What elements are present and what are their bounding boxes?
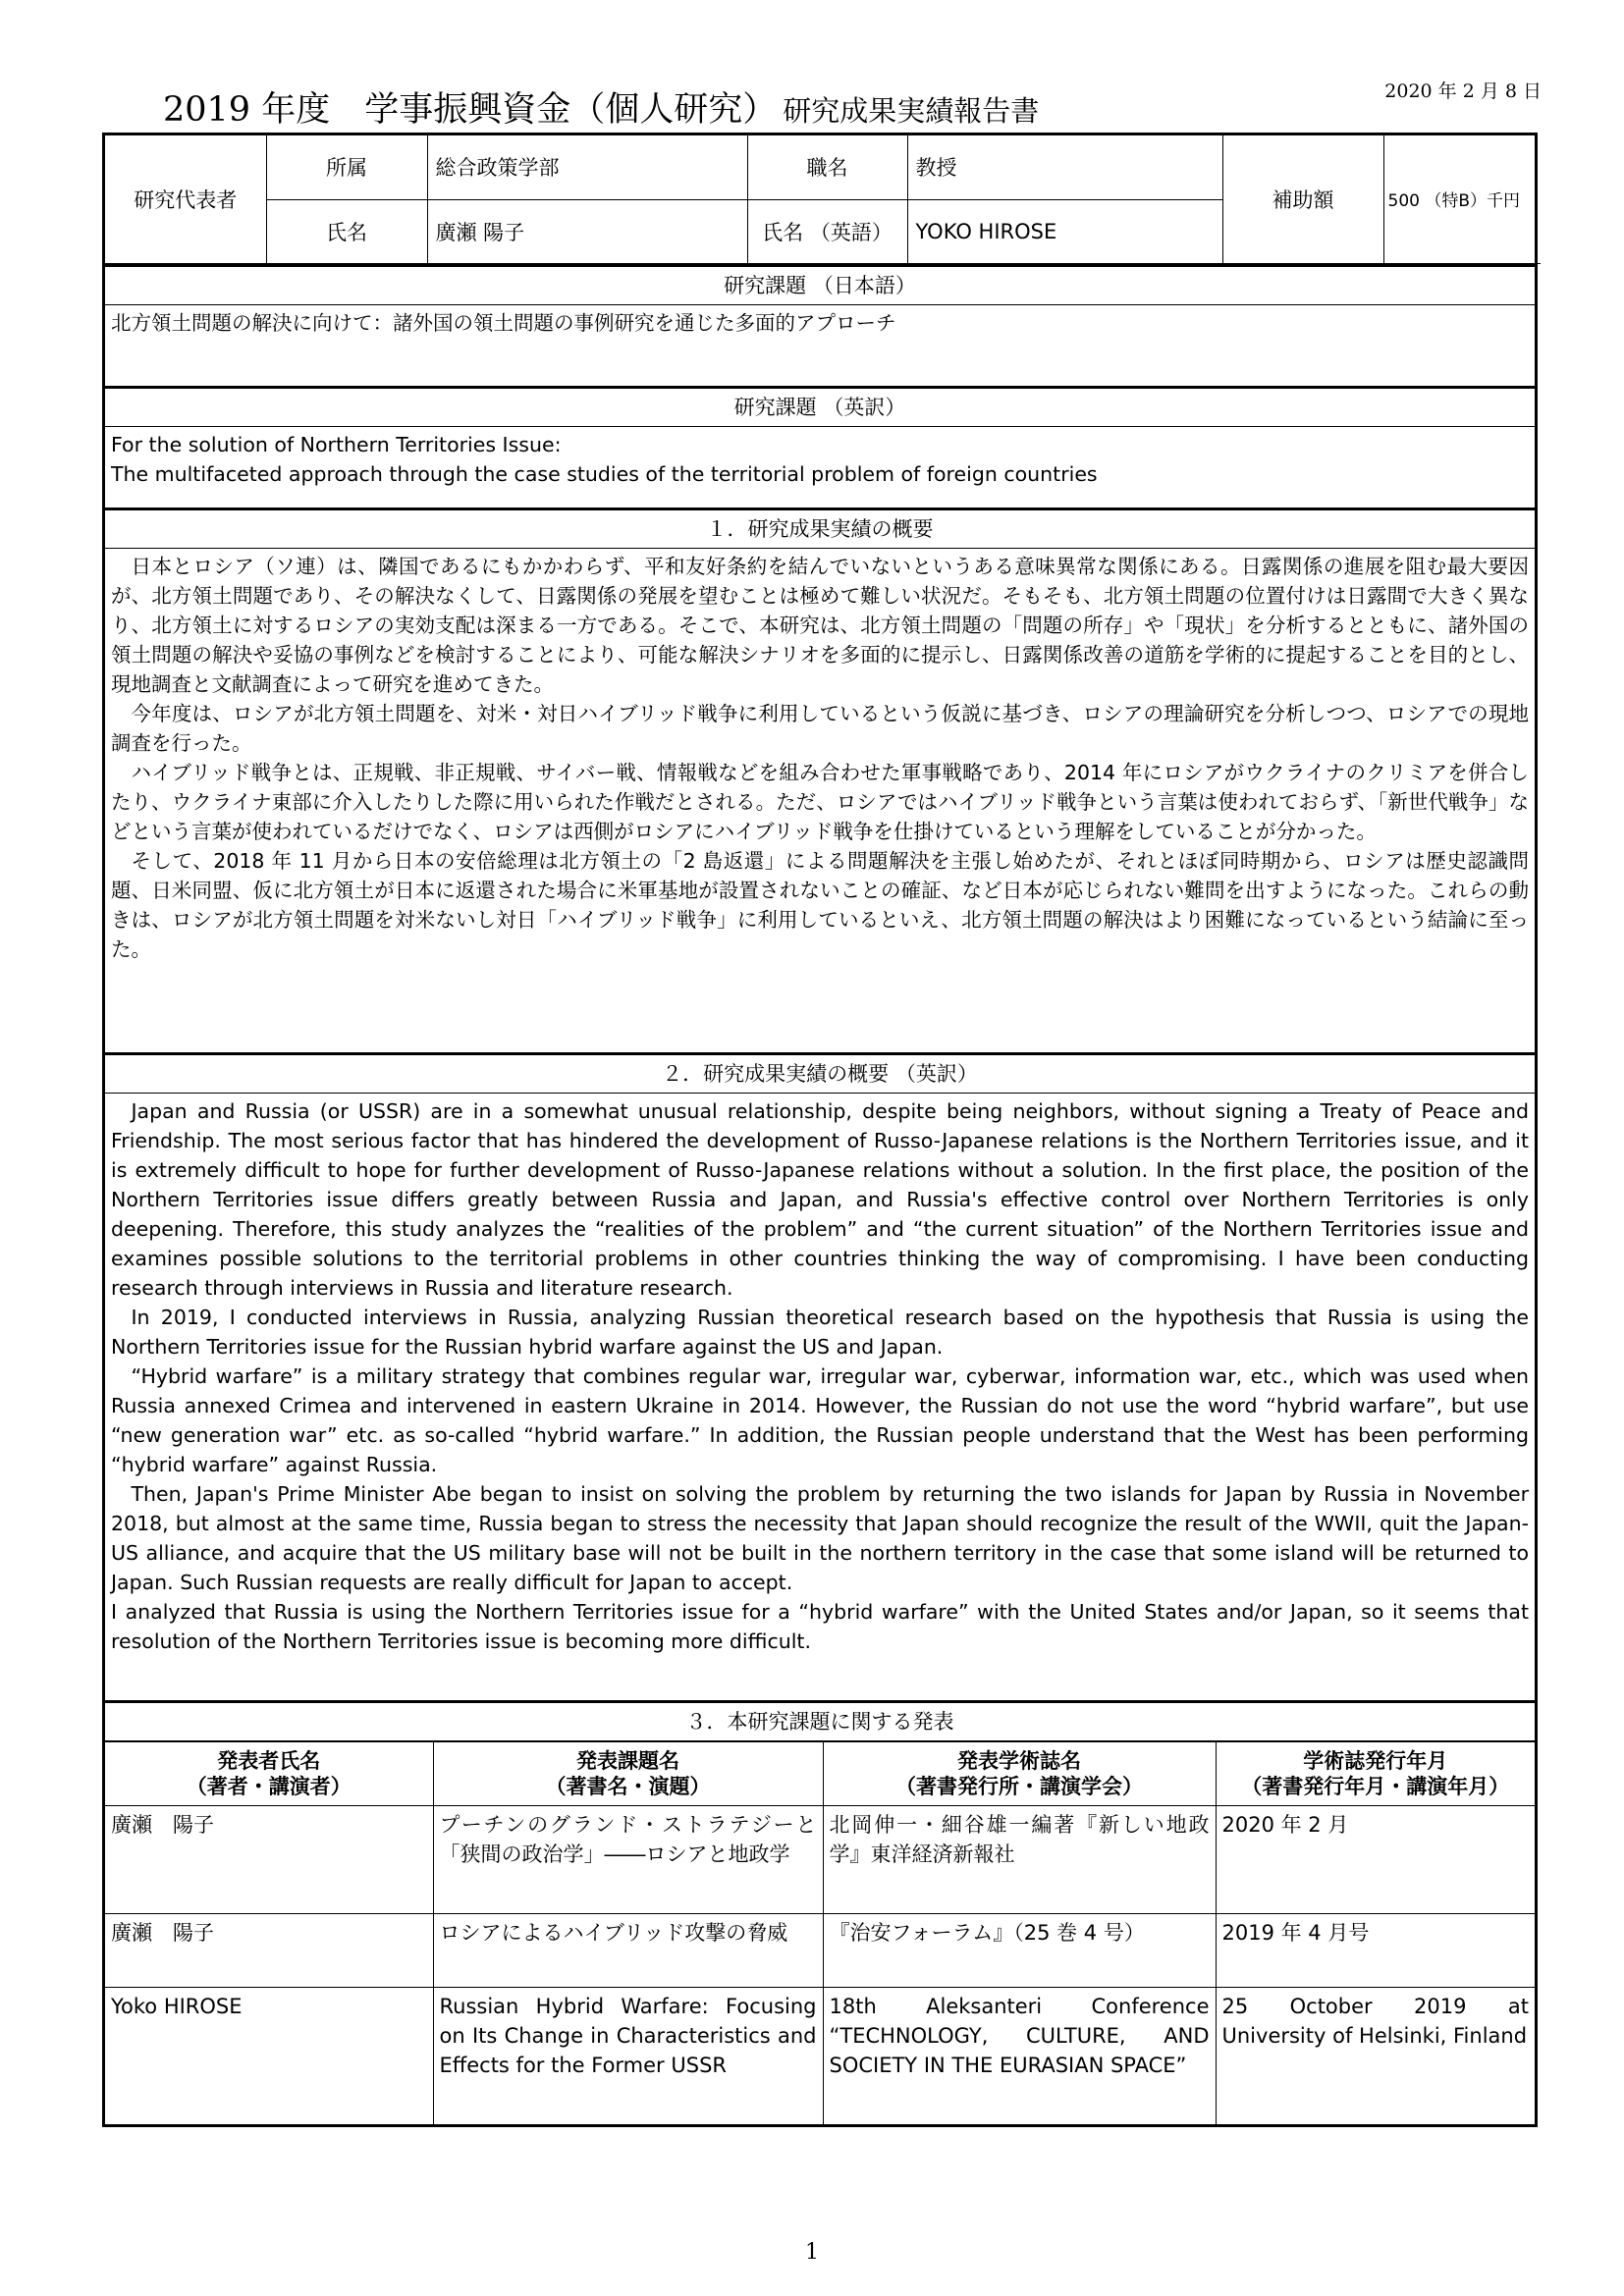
column-header-line: （著者・講演者） [186,1774,352,1798]
name-value: 廣瀬 陽子 [427,199,747,263]
table-row [105,1987,1535,2124]
grant-value: 500 （特B）千円 [1383,135,1541,263]
pub-venue: 18th Aleksanteri Conference “TECHNOLOGY, CULTURE, AND SOCIETY IN THE EURASIAN SPACE” [823,1987,1216,2124]
column-header-line: （著書名・演題） [545,1774,711,1798]
report-subtitle: 研究成果実績報告書 [783,94,1040,128]
pub-title: ロシアによるハイブリッド攻撃の脅威 [433,1913,823,1987]
pub-title: Russian Hybrid Warfare: Focusing on Its Change in Characteristics and Effects for the Former USSR [433,1987,823,2124]
report-title [163,82,1039,132]
pub-author: Yoko HIROSE [105,1987,433,2124]
column-header-author [105,1741,433,1805]
topic-en-heading: 研究課題 （英訳） [105,386,1535,427]
summary-en-paragraph: Then, Japan's Prime Minister Abe began to insist on solving the problem by returning the two islands for Japan by Russia in November 2018, but almost at the same time, Russia began to stress the necessity that Japan should recognize the result of the WWII, quit the Japan-US alliance, and acquire that the US military base will not be built in the northern territory in the case that some island will be returned to Japan. Such Russian requests are really difficult for Japan to accept. [111,1481,1529,1594]
column-header-title [433,1741,823,1805]
column-header-venue [823,1741,1216,1805]
summary-en-paragraph: Japan and Russia (or USSR) are in a somewhat unusual relationship, despite being neighbors, without signing a Treaty of Peace and Friendship. The most serious factor that has hindered the development of Russo-Japanese relations is the Northern Territories issue, and it is extremely difficult to hope for further development of Russo-Japanese relations without a solution. In the first place, the position of the Northern Territories issue differs greatly between Russia and Japan, and Russia's effective control over Northern Territories is only deepening. Therefore, this study analyzes the “realities of the problem” and “the current situation” of the Northern Territories issue and examines possible solutions to the territorial problems in other countries thinking the way of compromising. I have been conducting research through interviews in Russia and literature research. [111,1098,1529,1300]
pub-author: 廣瀬 陽子 [105,1913,433,1987]
name-en-value: YOKO HIROSE [907,199,1222,263]
publications-heading: ３．本研究課題に関する発表 [105,1700,1535,1741]
pub-author: 廣瀬 陽子 [105,1805,433,1913]
table-row [105,1913,1535,1987]
topic-jp-text: 北方領土問題の解決に向けて：諸外国の領土問題の事例研究を通じた多面的アプローチ [111,310,896,335]
topic-en-body [105,427,1535,507]
pub-title: プーチンのグランド・ストラテジーと「狭間の政治学」――ロシアと地政学 [433,1805,823,1913]
summary-en-paragraph: “Hybrid warfare” is a military strategy that combines regular war, irregular war, cyberwar, information war, etc., which was used when Russia annexed Crimea and intervened in eastern Ukraine in 2014. However, the Russian do not use the word “hybrid warfare”, but use “new generation war” etc. as so-called “hybrid warfare.” In addition, the Russian people understand that the West has been performing “hybrid warfare” against Russia. [111,1363,1529,1476]
pub-date: 2020 年 2 月 [1216,1805,1535,1913]
researcher-info-table [105,135,1541,264]
report-form [102,133,1538,2127]
column-header-date [1216,1741,1535,1805]
report-title-main: 2019 年度 学事振興資金（個人研究） [163,90,778,130]
table-row [105,1805,1535,1913]
affiliation-label: 所属 [266,135,427,199]
summary-jp-paragraph: ハイブリッド戦争とは、正規戦、非正規戦、サイバー戦、情報戦などを組み合わせた軍事戦略であり、2014 年にロシアがウクライナのクリミアを併合したり、ウクライナ東部に介入したりした際に用いられた作戦だとされる。ただ、ロシアではハイブリッド戦争という言葉は使われておらず、「新世代戦争」などという言葉が使われているだけでなく、ロシアは西側がロシアにハイブリッド戦争を仕掛けているという理解をしていることが分かった。 [111,760,1529,843]
topic-en-line2: The multifaceted approach through the case studies of the territorial problem of foreign countries [111,461,1098,486]
summary-jp-body [105,549,1535,1052]
representative-label: 研究代表者 [105,135,266,263]
pub-date: 25 October 2019 at University of Helsinki, Finland [1216,1987,1535,2124]
report-date: 2020 年 2 月 8 日 [1384,80,1542,102]
summary-en-heading: ２．研究成果実績の概要 （英訳） [105,1052,1535,1094]
summary-en-paragraph: In 2019, I conducted interviews in Russia, analyzing Russian theoretical research based on the hypothesis that Russia is using the Northern Territories issue for the Russian hybrid warfare against the US and Japan. [111,1305,1529,1359]
topic-en-line1: For the solution of Northern Territories Issue: [111,432,562,456]
pub-date: 2019 年 4 月号 [1216,1913,1535,1987]
topic-jp-heading: 研究課題 （日本語） [105,264,1535,305]
summary-jp-heading: １．研究成果実績の概要 [105,507,1535,549]
column-header-line: 発表課題名 [576,1748,679,1773]
summary-en-body [105,1094,1535,1700]
column-header-line: 学術誌発行年月 [1303,1748,1448,1773]
summary-en-paragraph: I analyzed that Russia is using the Northern Territories issue for a “hybrid warfare” with the United States and/or Japan, so it seems that resolution of the Northern Territories issue is becoming more difficult. [111,1599,1529,1653]
grant-label: 補助額 [1222,135,1383,263]
summary-jp-paragraph: 日本とロシア（ソ連）は、隣国であるにもかかわらず、平和友好条約を結んでいないというある意味異常な関係にある。日露関係の進展を阻む最大要因が、北方領土問題であり、その解決なくして、日露関係の発展を望むことは極めて難しい状況だ。そもそも、北方領土問題の位置付けは日露間で大きく異なり、北方領土に対するロシアの実効支配は深まる一方である。そこで、本研究は、北方領土問題の「問題の所存」や「現状」を分析するとともに、諸外国の領土問題の解決や妥協の事例などを検討することにより、可能な解決シナリオを多面的に提示し、日露関係改善の道筋を学術的に提起することを目的とし、現地調査と文献調査によって研究を進めてきた。 [111,554,1529,696]
column-header-line: （著書発行所・講演学会） [895,1774,1143,1798]
publications-table [105,1741,1535,2125]
column-header-line: （著書発行年月・講演年月） [1241,1774,1510,1798]
page-number: 1 [805,2240,819,2265]
position-value: 教授 [907,135,1222,199]
publications-header-row [105,1741,1535,1805]
pub-venue: 『治安フォーラム』（25 巻 4 号） [823,1913,1216,1987]
summary-jp-paragraph: そして、2018 年 11 月から日本の安倍総理は北方領土の「2 島返還」による問題解決を主張し始めたが、それとほぼ同時期から、ロシアは歴史認識問題、日米同盟、仮に北方領土が日本に返還された場合に米軍基地が設置されないことの確証、など日本が応じられない難問を出すようになった。これらの動きは、ロシアが北方領土問題を対米ないし対日「ハイブリッド戦争」に利用しているといえ、北方領土問題の解決はより困難になっているという結論に至った。 [111,848,1529,961]
pub-venue: 北岡伸一・細谷雄一編著『新しい地政学』東洋経済新報社 [823,1805,1216,1913]
column-header-line: 発表学術誌名 [957,1748,1081,1773]
topic-jp-body [105,305,1535,386]
affiliation-value: 総合政策学部 [427,135,747,199]
position-label: 職名 [747,135,907,199]
column-header-line: 発表者氏名 [217,1748,321,1773]
name-en-label: 氏名 （英語） [747,199,907,263]
name-label: 氏名 [266,199,427,263]
summary-jp-paragraph: 今年度は、ロシアが北方領土問題を、対米・対日ハイブリッド戦争に利用しているという仮説に基づき、ロシアの理論研究を分析しつつ、ロシアでの現地調査を行った。 [111,701,1529,755]
